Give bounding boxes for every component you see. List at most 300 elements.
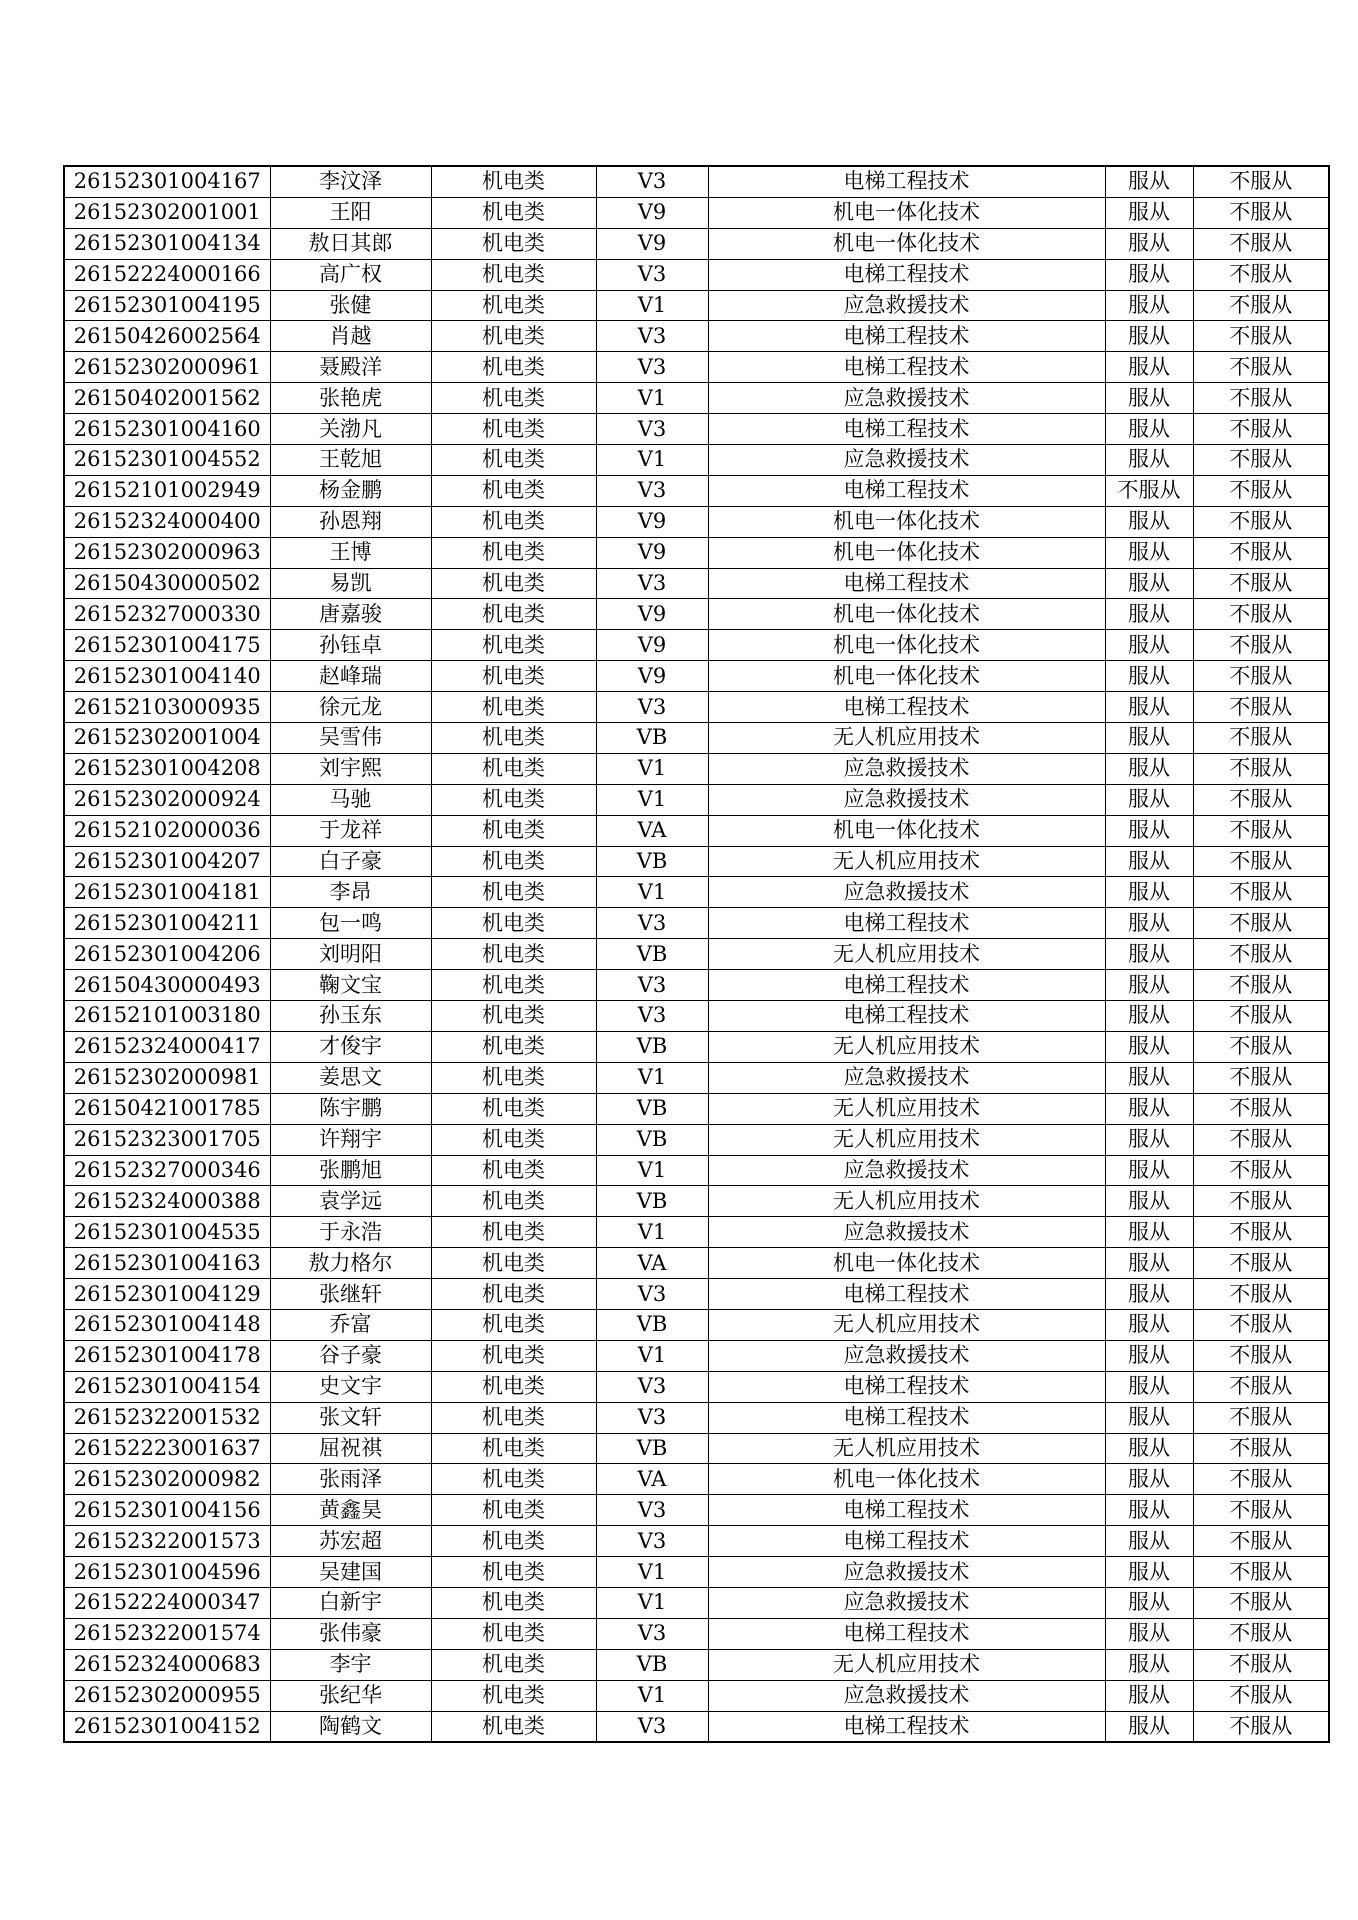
code-cell: V1 — [596, 1557, 708, 1588]
table-row — [64, 908, 1329, 939]
table-row — [64, 228, 1329, 259]
major-cell: 电梯工程技术 — [708, 414, 1105, 445]
category-cell: 机电类 — [431, 1309, 596, 1340]
exam-id-cell: 26152301004208 — [64, 753, 270, 784]
category-cell: 机电类 — [431, 846, 596, 877]
table-row — [64, 599, 1329, 630]
major-cell: 电梯工程技术 — [708, 1618, 1105, 1649]
code-cell: V3 — [596, 1495, 708, 1526]
major-cell: 电梯工程技术 — [708, 970, 1105, 1001]
name-cell: 唐嘉骏 — [270, 599, 431, 630]
adjust-cell: 服从 — [1105, 846, 1193, 877]
major-cell: 电梯工程技术 — [708, 166, 1105, 197]
other-cell: 不服从 — [1193, 259, 1329, 290]
name-cell: 孙恩翔 — [270, 506, 431, 537]
exam-id-cell: 26152322001573 — [64, 1526, 270, 1557]
category-cell: 机电类 — [431, 908, 596, 939]
category-cell: 机电类 — [431, 1062, 596, 1093]
other-cell: 不服从 — [1193, 1155, 1329, 1186]
category-cell: 机电类 — [431, 352, 596, 383]
adjust-cell: 服从 — [1105, 1031, 1193, 1062]
category-cell: 机电类 — [431, 1680, 596, 1711]
adjust-cell: 服从 — [1105, 228, 1193, 259]
category-cell: 机电类 — [431, 1711, 596, 1742]
name-cell: 刘宇熙 — [270, 753, 431, 784]
adjust-cell: 服从 — [1105, 692, 1193, 723]
exam-id-cell: 26152103000935 — [64, 692, 270, 723]
other-cell: 不服从 — [1193, 1031, 1329, 1062]
other-cell: 不服从 — [1193, 445, 1329, 476]
exam-id-cell: 26152322001532 — [64, 1402, 270, 1433]
other-cell: 不服从 — [1193, 1093, 1329, 1124]
major-cell: 机电一体化技术 — [708, 537, 1105, 568]
table-row — [64, 1155, 1329, 1186]
table-row — [64, 383, 1329, 414]
other-cell: 不服从 — [1193, 1279, 1329, 1310]
adjust-cell: 服从 — [1105, 908, 1193, 939]
category-cell: 机电类 — [431, 939, 596, 970]
major-cell: 应急救援技术 — [708, 1155, 1105, 1186]
name-cell: 鞠文宝 — [270, 970, 431, 1001]
major-cell: 电梯工程技术 — [708, 692, 1105, 723]
category-cell: 机电类 — [431, 1124, 596, 1155]
exam-id-cell: 26152324000400 — [64, 506, 270, 537]
exam-id-cell: 26152323001705 — [64, 1124, 270, 1155]
category-cell: 机电类 — [431, 1557, 596, 1588]
major-cell: 电梯工程技术 — [708, 1526, 1105, 1557]
code-cell: VB — [596, 723, 708, 754]
category-cell: 机电类 — [431, 1618, 596, 1649]
name-cell: 敖日其郎 — [270, 228, 431, 259]
table-row — [64, 1248, 1329, 1279]
name-cell: 张文轩 — [270, 1402, 431, 1433]
name-cell: 许翔宇 — [270, 1124, 431, 1155]
category-cell: 机电类 — [431, 197, 596, 228]
code-cell: V3 — [596, 1279, 708, 1310]
code-cell: V3 — [596, 166, 708, 197]
name-cell: 孙玉东 — [270, 1001, 431, 1032]
other-cell: 不服从 — [1193, 568, 1329, 599]
table-row — [64, 753, 1329, 784]
name-cell: 白子豪 — [270, 846, 431, 877]
adjust-cell: 服从 — [1105, 877, 1193, 908]
exam-id-cell: 26152301004156 — [64, 1495, 270, 1526]
code-cell: V9 — [596, 537, 708, 568]
adjust-cell: 服从 — [1105, 1680, 1193, 1711]
exam-id-cell: 26152223001637 — [64, 1433, 270, 1464]
category-cell: 机电类 — [431, 321, 596, 352]
code-cell: V3 — [596, 970, 708, 1001]
code-cell: V1 — [596, 1217, 708, 1248]
code-cell: V1 — [596, 1587, 708, 1618]
other-cell: 不服从 — [1193, 784, 1329, 815]
table-row — [64, 445, 1329, 476]
table-row — [64, 1186, 1329, 1217]
major-cell: 机电一体化技术 — [708, 661, 1105, 692]
other-cell: 不服从 — [1193, 846, 1329, 877]
other-cell: 不服从 — [1193, 1309, 1329, 1340]
category-cell: 机电类 — [431, 1031, 596, 1062]
exam-id-cell: 26152302000961 — [64, 352, 270, 383]
table-row — [64, 1495, 1329, 1526]
code-cell: VB — [596, 1124, 708, 1155]
category-cell: 机电类 — [431, 1279, 596, 1310]
exam-id-cell: 26152322001574 — [64, 1618, 270, 1649]
name-cell: 才俊宇 — [270, 1031, 431, 1062]
major-cell: 机电一体化技术 — [708, 228, 1105, 259]
table-row — [64, 970, 1329, 1001]
major-cell: 机电一体化技术 — [708, 1464, 1105, 1495]
name-cell: 张雨泽 — [270, 1464, 431, 1495]
table-row — [64, 815, 1329, 846]
major-cell: 应急救援技术 — [708, 1217, 1105, 1248]
adjust-cell: 服从 — [1105, 445, 1193, 476]
table-row — [64, 784, 1329, 815]
major-cell: 应急救援技术 — [708, 383, 1105, 414]
major-cell: 电梯工程技术 — [708, 1279, 1105, 1310]
code-cell: V9 — [596, 197, 708, 228]
table-body — [64, 166, 1329, 1742]
adjust-cell: 服从 — [1105, 414, 1193, 445]
other-cell: 不服从 — [1193, 1371, 1329, 1402]
name-cell: 张伟豪 — [270, 1618, 431, 1649]
exam-id-cell: 26152301004596 — [64, 1557, 270, 1588]
name-cell: 姜思文 — [270, 1062, 431, 1093]
exam-id-cell: 26152302000982 — [64, 1464, 270, 1495]
category-cell: 机电类 — [431, 815, 596, 846]
table-row — [64, 414, 1329, 445]
table-row — [64, 1340, 1329, 1371]
adjust-cell: 服从 — [1105, 1649, 1193, 1680]
adjust-cell: 服从 — [1105, 352, 1193, 383]
exam-id-cell: 26150430000493 — [64, 970, 270, 1001]
adjust-cell: 服从 — [1105, 1062, 1193, 1093]
major-cell: 应急救援技术 — [708, 1340, 1105, 1371]
adjust-cell: 服从 — [1105, 630, 1193, 661]
code-cell: VA — [596, 815, 708, 846]
category-cell: 机电类 — [431, 723, 596, 754]
exam-id-cell: 26152301004178 — [64, 1340, 270, 1371]
table-row — [64, 630, 1329, 661]
other-cell: 不服从 — [1193, 753, 1329, 784]
adjust-cell: 服从 — [1105, 1495, 1193, 1526]
other-cell: 不服从 — [1193, 197, 1329, 228]
exam-id-cell: 26152301004154 — [64, 1371, 270, 1402]
other-cell: 不服从 — [1193, 692, 1329, 723]
category-cell: 机电类 — [431, 661, 596, 692]
code-cell: VB — [596, 846, 708, 877]
adjust-cell: 服从 — [1105, 1309, 1193, 1340]
adjust-cell: 服从 — [1105, 1186, 1193, 1217]
table-row — [64, 1618, 1329, 1649]
other-cell: 不服从 — [1193, 1557, 1329, 1588]
major-cell: 机电一体化技术 — [708, 599, 1105, 630]
adjust-cell: 服从 — [1105, 166, 1193, 197]
other-cell: 不服从 — [1193, 1124, 1329, 1155]
table-row — [64, 1217, 1329, 1248]
name-cell: 于永浩 — [270, 1217, 431, 1248]
adjust-cell: 服从 — [1105, 383, 1193, 414]
other-cell: 不服从 — [1193, 1217, 1329, 1248]
exam-id-cell: 26152301004211 — [64, 908, 270, 939]
table-row — [64, 259, 1329, 290]
category-cell: 机电类 — [431, 1001, 596, 1032]
category-cell: 机电类 — [431, 228, 596, 259]
category-cell: 机电类 — [431, 1248, 596, 1279]
category-cell: 机电类 — [431, 383, 596, 414]
exam-id-cell: 26152301004181 — [64, 877, 270, 908]
exam-id-cell: 26152301004167 — [64, 166, 270, 197]
code-cell: V1 — [596, 290, 708, 321]
adjust-cell: 服从 — [1105, 1248, 1193, 1279]
category-cell: 机电类 — [431, 568, 596, 599]
adjust-cell: 服从 — [1105, 1433, 1193, 1464]
adjust-cell: 服从 — [1105, 1711, 1193, 1742]
category-cell: 机电类 — [431, 784, 596, 815]
adjust-cell: 服从 — [1105, 1217, 1193, 1248]
major-cell: 电梯工程技术 — [708, 321, 1105, 352]
major-cell: 电梯工程技术 — [708, 1711, 1105, 1742]
code-cell: V3 — [596, 475, 708, 506]
adjust-cell: 服从 — [1105, 723, 1193, 754]
exam-id-cell: 26152302001001 — [64, 197, 270, 228]
name-cell: 谷子豪 — [270, 1340, 431, 1371]
name-cell: 包一鸣 — [270, 908, 431, 939]
name-cell: 关渤凡 — [270, 414, 431, 445]
exam-id-cell: 26152102000036 — [64, 815, 270, 846]
major-cell: 应急救援技术 — [708, 1062, 1105, 1093]
name-cell: 张继轩 — [270, 1279, 431, 1310]
code-cell: VB — [596, 1649, 708, 1680]
category-cell: 机电类 — [431, 599, 596, 630]
exam-id-cell: 26152327000346 — [64, 1155, 270, 1186]
adjust-cell: 服从 — [1105, 1093, 1193, 1124]
other-cell: 不服从 — [1193, 1340, 1329, 1371]
code-cell: V1 — [596, 445, 708, 476]
major-cell: 电梯工程技术 — [708, 475, 1105, 506]
adjust-cell: 服从 — [1105, 1402, 1193, 1433]
exam-id-cell: 26152301004152 — [64, 1711, 270, 1742]
adjust-cell: 服从 — [1105, 815, 1193, 846]
other-cell: 不服从 — [1193, 970, 1329, 1001]
code-cell: V9 — [596, 599, 708, 630]
adjust-cell: 服从 — [1105, 753, 1193, 784]
table-row — [64, 1309, 1329, 1340]
category-cell: 机电类 — [431, 1217, 596, 1248]
name-cell: 史文宇 — [270, 1371, 431, 1402]
code-cell: V3 — [596, 1402, 708, 1433]
table-row — [64, 692, 1329, 723]
code-cell: V9 — [596, 661, 708, 692]
other-cell: 不服从 — [1193, 1649, 1329, 1680]
code-cell: V3 — [596, 1371, 708, 1402]
other-cell: 不服从 — [1193, 1495, 1329, 1526]
admission-table — [63, 165, 1330, 1743]
table-row — [64, 1279, 1329, 1310]
category-cell: 机电类 — [431, 1495, 596, 1526]
code-cell: V3 — [596, 692, 708, 723]
category-cell: 机电类 — [431, 1093, 596, 1124]
other-cell: 不服从 — [1193, 475, 1329, 506]
table-row — [64, 1557, 1329, 1588]
code-cell: VB — [596, 1031, 708, 1062]
category-cell: 机电类 — [431, 877, 596, 908]
code-cell: V3 — [596, 1001, 708, 1032]
other-cell: 不服从 — [1193, 1248, 1329, 1279]
major-cell: 机电一体化技术 — [708, 1248, 1105, 1279]
adjust-cell: 服从 — [1105, 1279, 1193, 1310]
adjust-cell: 服从 — [1105, 1618, 1193, 1649]
adjust-cell: 服从 — [1105, 939, 1193, 970]
code-cell: V3 — [596, 1711, 708, 1742]
table-row — [64, 1680, 1329, 1711]
category-cell: 机电类 — [431, 259, 596, 290]
exam-id-cell: 26152324000417 — [64, 1031, 270, 1062]
major-cell: 应急救援技术 — [708, 877, 1105, 908]
name-cell: 吴雪伟 — [270, 723, 431, 754]
name-cell: 屈祝祺 — [270, 1433, 431, 1464]
adjust-cell: 服从 — [1105, 259, 1193, 290]
other-cell: 不服从 — [1193, 383, 1329, 414]
adjust-cell: 服从 — [1105, 784, 1193, 815]
exam-id-cell: 26152301004163 — [64, 1248, 270, 1279]
name-cell: 赵峰瑞 — [270, 661, 431, 692]
name-cell: 王乾旭 — [270, 445, 431, 476]
major-cell: 无人机应用技术 — [708, 1186, 1105, 1217]
adjust-cell: 服从 — [1105, 1587, 1193, 1618]
category-cell: 机电类 — [431, 1340, 596, 1371]
name-cell: 刘明阳 — [270, 939, 431, 970]
category-cell: 机电类 — [431, 630, 596, 661]
code-cell: VB — [596, 939, 708, 970]
table-row — [64, 1464, 1329, 1495]
code-cell: V1 — [596, 877, 708, 908]
category-cell: 机电类 — [431, 537, 596, 568]
name-cell: 敖力格尔 — [270, 1248, 431, 1279]
major-cell: 应急救援技术 — [708, 1557, 1105, 1588]
exam-id-cell: 26150402001562 — [64, 383, 270, 414]
adjust-cell: 服从 — [1105, 1557, 1193, 1588]
code-cell: VA — [596, 1464, 708, 1495]
code-cell: V1 — [596, 753, 708, 784]
table-row — [64, 506, 1329, 537]
major-cell: 电梯工程技术 — [708, 352, 1105, 383]
category-cell: 机电类 — [431, 414, 596, 445]
other-cell: 不服从 — [1193, 723, 1329, 754]
category-cell: 机电类 — [431, 1433, 596, 1464]
code-cell: VB — [596, 1093, 708, 1124]
code-cell: V1 — [596, 1680, 708, 1711]
adjust-cell: 服从 — [1105, 599, 1193, 630]
major-cell: 应急救援技术 — [708, 784, 1105, 815]
other-cell: 不服从 — [1193, 1001, 1329, 1032]
adjust-cell: 服从 — [1105, 1001, 1193, 1032]
name-cell: 张艳虎 — [270, 383, 431, 414]
adjust-cell: 服从 — [1105, 321, 1193, 352]
table-row — [64, 1093, 1329, 1124]
category-cell: 机电类 — [431, 1186, 596, 1217]
name-cell: 于龙祥 — [270, 815, 431, 846]
adjust-cell: 服从 — [1105, 537, 1193, 568]
table-row — [64, 1062, 1329, 1093]
name-cell: 白新宇 — [270, 1587, 431, 1618]
major-cell: 无人机应用技术 — [708, 939, 1105, 970]
table-row — [64, 1031, 1329, 1062]
table-row — [64, 475, 1329, 506]
code-cell: V1 — [596, 1155, 708, 1186]
other-cell: 不服从 — [1193, 414, 1329, 445]
adjust-cell: 服从 — [1105, 1155, 1193, 1186]
other-cell: 不服从 — [1193, 908, 1329, 939]
name-cell: 乔富 — [270, 1309, 431, 1340]
table-row — [64, 1711, 1329, 1742]
table-row — [64, 1001, 1329, 1032]
other-cell: 不服从 — [1193, 661, 1329, 692]
adjust-cell: 不服从 — [1105, 475, 1193, 506]
name-cell: 李汶泽 — [270, 166, 431, 197]
code-cell: V3 — [596, 321, 708, 352]
name-cell: 徐元龙 — [270, 692, 431, 723]
other-cell: 不服从 — [1193, 1062, 1329, 1093]
major-cell: 无人机应用技术 — [708, 1093, 1105, 1124]
exam-id-cell: 26152101003180 — [64, 1001, 270, 1032]
name-cell: 吴建国 — [270, 1557, 431, 1588]
major-cell: 电梯工程技术 — [708, 1402, 1105, 1433]
other-cell: 不服从 — [1193, 537, 1329, 568]
exam-id-cell: 26152224000166 — [64, 259, 270, 290]
adjust-cell: 服从 — [1105, 970, 1193, 1001]
exam-id-cell: 26152301004148 — [64, 1309, 270, 1340]
major-cell: 机电一体化技术 — [708, 630, 1105, 661]
name-cell: 陈宇鹏 — [270, 1093, 431, 1124]
category-cell: 机电类 — [431, 445, 596, 476]
name-cell: 张鹏旭 — [270, 1155, 431, 1186]
other-cell: 不服从 — [1193, 352, 1329, 383]
code-cell: VB — [596, 1433, 708, 1464]
exam-id-cell: 26150430000502 — [64, 568, 270, 599]
name-cell: 张纪华 — [270, 1680, 431, 1711]
exam-id-cell: 26152302000924 — [64, 784, 270, 815]
table-row — [64, 723, 1329, 754]
code-cell: VA — [596, 1248, 708, 1279]
adjust-cell: 服从 — [1105, 661, 1193, 692]
adjust-cell: 服从 — [1105, 568, 1193, 599]
category-cell: 机电类 — [431, 1526, 596, 1557]
table-row — [64, 321, 1329, 352]
category-cell: 机电类 — [431, 506, 596, 537]
category-cell: 机电类 — [431, 753, 596, 784]
category-cell: 机电类 — [431, 970, 596, 1001]
exam-id-cell: 26152302001004 — [64, 723, 270, 754]
exam-id-cell: 26152224000347 — [64, 1587, 270, 1618]
other-cell: 不服从 — [1193, 877, 1329, 908]
adjust-cell: 服从 — [1105, 506, 1193, 537]
other-cell: 不服从 — [1193, 1464, 1329, 1495]
other-cell: 不服从 — [1193, 506, 1329, 537]
major-cell: 应急救援技术 — [708, 753, 1105, 784]
category-cell: 机电类 — [431, 1649, 596, 1680]
name-cell: 马驰 — [270, 784, 431, 815]
adjust-cell: 服从 — [1105, 197, 1193, 228]
exam-id-cell: 26152301004129 — [64, 1279, 270, 1310]
exam-id-cell: 26152301004134 — [64, 228, 270, 259]
table-row — [64, 877, 1329, 908]
name-cell: 袁学远 — [270, 1186, 431, 1217]
major-cell: 应急救援技术 — [708, 1587, 1105, 1618]
major-cell: 无人机应用技术 — [708, 1649, 1105, 1680]
major-cell: 应急救援技术 — [708, 290, 1105, 321]
major-cell: 电梯工程技术 — [708, 1495, 1105, 1526]
